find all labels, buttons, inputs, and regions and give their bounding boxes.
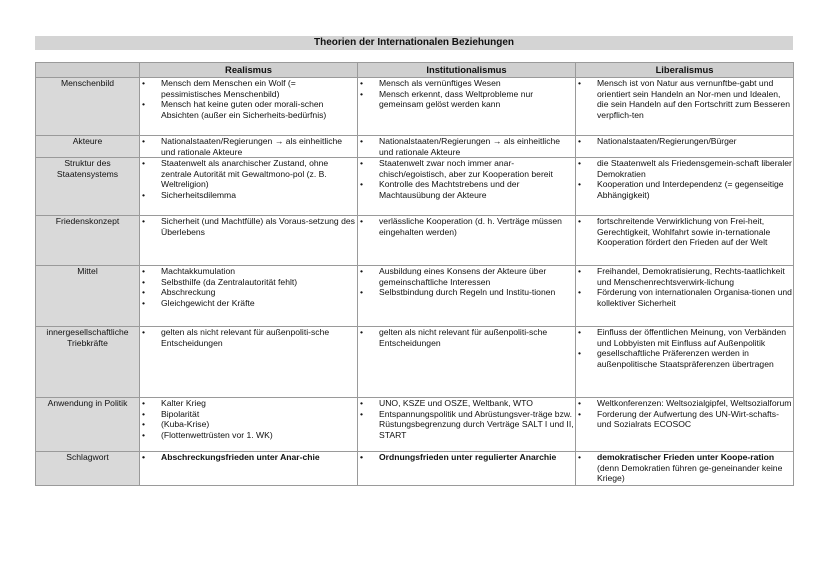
list-item: • (Flottenwettrüsten vor 1. WK)	[140, 430, 357, 441]
cell-institutionalismus	[358, 327, 576, 398]
cell-liberalismus	[576, 136, 794, 158]
list-item: • Abschreckungsfrieden unter Anar-chie	[140, 452, 357, 463]
cell-liberalismus	[576, 158, 794, 216]
list-item: • Förderung von internationalen Organisa-tionen und kollektiver Sicherheit	[576, 287, 793, 308]
row-label: Akteure	[36, 136, 140, 158]
list-item: • gesellschaftliche Präferenzen werden in außenpolitische Staatspräferenzen übertragen	[576, 348, 793, 369]
list-item: • Selbsthilfe (da Zentralautorität fehlt)	[140, 277, 357, 288]
list-item: • fortschreitende Verwirklichung von Frei-heit, Gerechtigkeit, Wohlfahrt sowie in-ternationale Kooperation fördert den Frieden auf der Welt	[576, 216, 793, 248]
cell-institutionalismus	[358, 136, 576, 158]
cell-realismus	[140, 216, 358, 266]
list-item: • Einfluss der öffentlichen Meinung, von Verbänden und Lobbyisten mit Einfluss auf Außenpolitik	[576, 327, 793, 348]
table-row	[36, 78, 794, 136]
row-label: Struktur des Staatensystems	[36, 158, 140, 216]
list-item: • Mensch dem Menschen ein Wolf (= pessimistisches Menschenbild)	[140, 78, 357, 99]
list-item: • Ausbildung eines Konsens der Akteure über gemeinschaftliche Interessen	[358, 266, 575, 287]
cell-institutionalismus	[358, 78, 576, 136]
document-title: Theorien der Internationalen Beziehungen	[35, 36, 793, 50]
cell-realismus	[140, 398, 358, 452]
list-item: • Kooperation und Interdependenz (= gegenseitige Abhängigkeit)	[576, 179, 793, 200]
list-item: • Kontrolle des Machtstrebens und der Machtausübung der Akteure	[358, 179, 575, 200]
list-item: • gelten als nicht relevant für außenpoliti-sche Entscheidungen	[140, 327, 357, 348]
cell-realismus	[140, 266, 358, 327]
row-label: Mittel	[36, 266, 140, 327]
cell-institutionalismus	[358, 266, 576, 327]
cell-institutionalismus	[358, 398, 576, 452]
list-item: • Nationalstaaten/Regierungen → als einheitliche und rationale Akteure	[140, 136, 357, 157]
cell-institutionalismus	[358, 452, 576, 486]
header-realismus: Realismus	[140, 63, 358, 78]
list-item: • Machtakkumulation	[140, 266, 357, 277]
row-label: Schlagwort	[36, 452, 140, 486]
list-item: • Selbstbindung durch Regeln und Institu-tionen	[358, 287, 575, 298]
cell-liberalismus	[576, 216, 794, 266]
list-item: • Mensch ist von Natur aus vernunftbe-gabt und orientiert sein Handeln an Nor-men und Idealen, die sein Handeln auf den Fortschritt zum Besseren verpflich-ten	[576, 78, 793, 120]
cell-liberalismus	[576, 398, 794, 452]
table-header-row	[36, 63, 794, 78]
list-item: • UNO, KSZE und OSZE, Weltbank, WTO	[358, 398, 575, 409]
table-row	[36, 136, 794, 158]
row-label: Friedenskonzept	[36, 216, 140, 266]
list-item: • Gleichgewicht der Kräfte	[140, 298, 357, 309]
cell-liberalismus	[576, 327, 794, 398]
table-row	[36, 398, 794, 452]
list-item: • Freihandel, Demokratisierung, Rechts-taatlichkeit und Menschenrechtsverwirk-lichung	[576, 266, 793, 287]
list-item: • gelten als nicht relevant für außenpoliti-sche Entscheidungen	[358, 327, 575, 348]
list-item: • Nationalstaaten/Regierungen/Bürger	[576, 136, 793, 147]
list-item: • Nationalstaaten/Regierungen → als einheitliche und rationale Akteure	[358, 136, 575, 157]
theories-table	[35, 62, 794, 486]
cell-liberalismus	[576, 78, 794, 136]
list-item: • Bipolarität	[140, 409, 357, 420]
table-row	[36, 158, 794, 216]
list-item	[576, 452, 793, 484]
table-row	[36, 452, 794, 486]
list-item: • Mensch erkennt, dass Weltprobleme nur gemeinsam gelöst werden kann	[358, 89, 575, 110]
header-empty	[36, 63, 140, 78]
cell-realismus	[140, 327, 358, 398]
table-row	[36, 266, 794, 327]
list-item: • Mensch als vernünftiges Wesen	[358, 78, 575, 89]
header-liberalismus: Liberalismus	[576, 63, 794, 78]
cell-realismus	[140, 452, 358, 486]
row-label: Anwendung in Politik	[36, 398, 140, 452]
list-item: • Sicherheit (und Machtfülle) als Voraus-setzung des Überlebens	[140, 216, 357, 237]
list-item: • Entspannungspolitik und Abrüstungsver-träge bzw. Rüstungsbegrenzung durch Verträge SALT I und II, START	[358, 409, 575, 441]
table-row	[36, 327, 794, 398]
cell-institutionalismus	[358, 158, 576, 216]
list-item: • Kalter Krieg	[140, 398, 357, 409]
list-item: • Staatenwelt zwar noch immer anar-chisch/egoistisch, aber zur Kooperation bereit	[358, 158, 575, 179]
cell-realismus	[140, 136, 358, 158]
list-item: • Weltkonferenzen: Weltsozialgipfel, Weltsozialforum	[576, 398, 793, 409]
list-item: • Ordnungsfrieden unter regulierter Anarchie	[358, 452, 575, 463]
list-item: • Forderung der Aufwertung des UN-Wirt-schafts- und Sozialrats ECOSOC	[576, 409, 793, 430]
list-item: • (Kuba-Krise)	[140, 419, 357, 430]
cell-institutionalismus	[358, 216, 576, 266]
cell-liberalismus	[576, 452, 794, 486]
cell-liberalismus	[576, 266, 794, 327]
row-label: innergesellschaftliche Triebkräfte	[36, 327, 140, 398]
bold-keyword: demokratischer Frieden unter Koope-ration	[597, 452, 775, 463]
list-item: • Mensch hat keine guten oder morali-schen Absichten (außer ein Sicherheits-bedürfnis)	[140, 99, 357, 120]
row-label: Menschenbild	[36, 78, 140, 136]
header-institutionalismus: Institutionalismus	[358, 63, 576, 78]
list-item: • Sicherheitsdilemma	[140, 190, 357, 201]
keyword-explanation: (denn Demokratien führen ge-geneinander keine Kriege)	[597, 462, 783, 484]
list-item: • verlässliche Kooperation (d. h. Verträge müssen eingehalten werden)	[358, 216, 575, 237]
table-row	[36, 216, 794, 266]
cell-realismus	[140, 78, 358, 136]
cell-realismus	[140, 158, 358, 216]
list-item: • Abschreckung	[140, 287, 357, 298]
list-item: • Staatenwelt als anarchischer Zustand, ohne zentrale Autorität mit Gewaltmono-pol (z. B. Weltreligion)	[140, 158, 357, 190]
list-item: • die Staatenwelt als Friedensgemein-schaft liberaler Demokratien	[576, 158, 793, 179]
